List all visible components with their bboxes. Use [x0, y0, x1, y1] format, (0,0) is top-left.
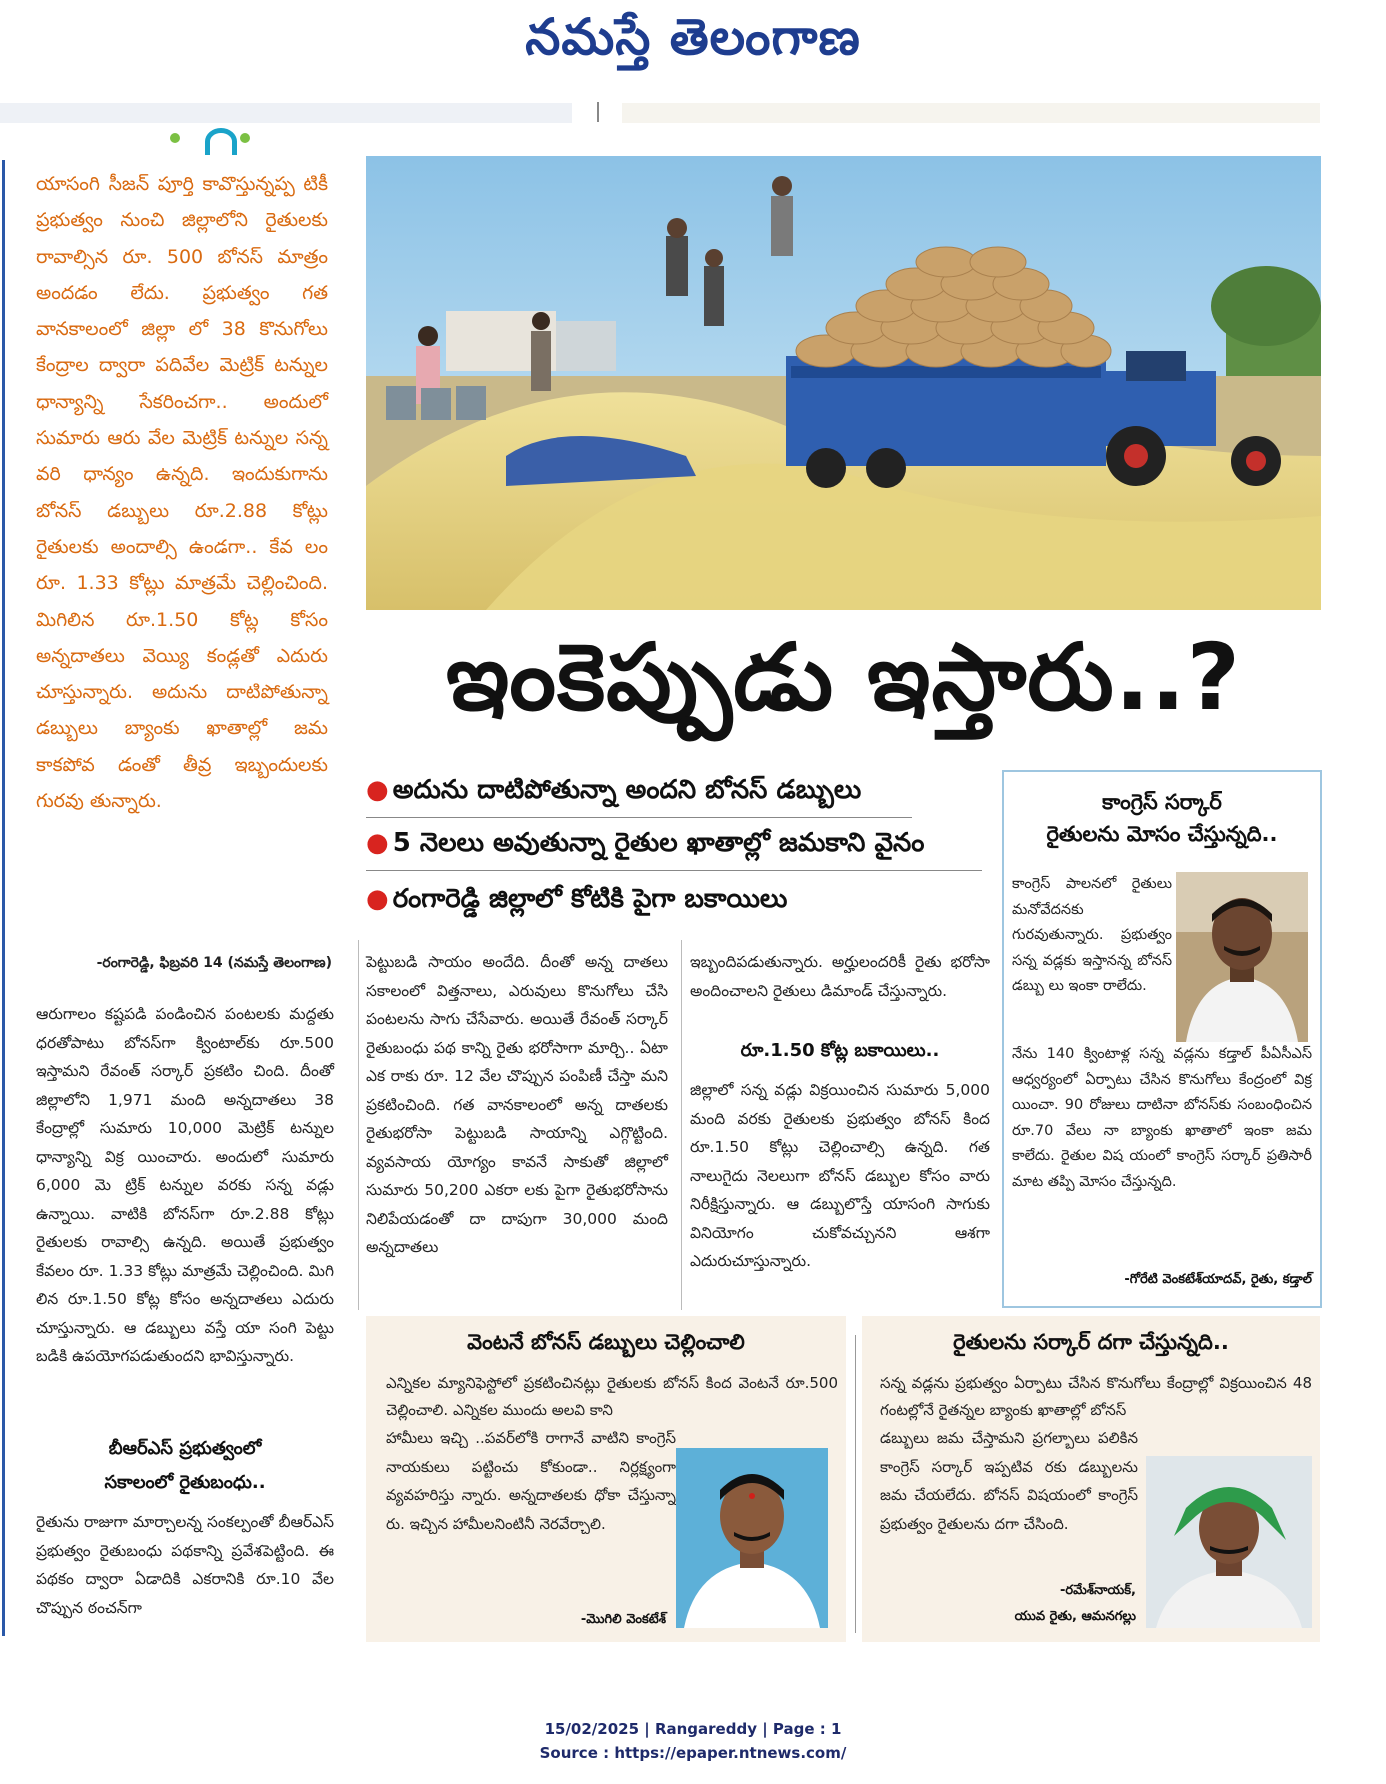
bullet-point-1: [366, 775, 912, 818]
bullet-text-1: అదును దాటిపోతున్నా అందని బోనస్ డబ్బులు: [392, 775, 862, 805]
masthead-title: నమస్తే తెలంగాణ: [525, 8, 861, 66]
portrait-2-illustration: [676, 1448, 828, 1628]
column-rule: [358, 940, 359, 1310]
quote-2-byline: -మొగిలి వెంకటేశ్: [580, 1612, 666, 1627]
portrait-3-illustration: [1146, 1456, 1312, 1628]
quote-1-title-line2: రైతులను మోసం చేస్తున్నది..: [1046, 822, 1278, 846]
quote-1-byline: -గోరేటి వెంకటేశ్‌యాదవ్, రైతు, కడ్తాల్: [1124, 1272, 1312, 1287]
left-body-paragraph: ఆరుగాలం కష్టపడి పండించిన పంటలకు మద్దతు ధరతోపాటు బోనస్‌గా క్వింటాల్‌కు రూ.500 ఇస్తామని రేవంత్ సర్కార్ ప్రకటిం చింది. దీంతో జిల్లాలోని 1,971 మంది అన్నదాతలు 38 కేంద్రాల్లో సుమారు 10,000 మెట్రిక్ టన్నుల ధాన్యాన్ని విక్ర యించారు. అందులో సుమారు 6,000 మె ట్రిక్ టన్నుల వరకు సన్న వడ్లు ఉన్నాయి. వాటికి బోనస్‌గా రూ.2.88 కోట్లు రైతులకు రావాల్సి ఉన్నది. అయితే ప్రభుత్వం కేవలం రూ. 1.33 కోట్లు మాత్రమే చెల్లించింది. మిగి లిన రూ.1.50 కోట్ల కోసం అన్నదాతలు ఎదురు చూస్తున్నారు. ఆ డబ్బులు వస్తే యా సంగి పెట్టు బడికి ఉపయోగపడుతుందని భావిస్తున్నారు.: [36, 1005, 334, 1365]
quote-1-body: నేను 140 క్వింటాళ్ల సన్న వడ్లను కడ్తాల్ పీఏసీఎస్ ఆధ్వర్యంలో ఏర్పాటు చేసిన కొనుగోలు కేంద్రంలో విక్ర యించా. 90 రోజులు దాటినా బోనస్‌కు సంబంధించిన రూ.70 వేలు నా బ్యాంకు ఖాతాలో ఇంకా జమ కాలేదు. రైతుల విష యంలో కాంగ్రెస్ సర్కార్ ప్రతిసారీ మాట తప్పి మోసం చేస్తున్నది.: [1012, 1046, 1312, 1190]
quote-1-title-line1: కాంగ్రెస్ సర్కార్: [1102, 790, 1222, 814]
farmer-portrait-3: [1146, 1456, 1312, 1628]
lead-paragraph: యాసంగి సీజన్ పూర్తి కావొస్తున్నప్ప టికీ ప్రభుత్వం నుంచి జిల్లాలోని రైతులకు రావాల్సిన రూ. 500 బోనస్ మాత్రం అందడం లేదు. ప్రభుత్వం గత వానకాలంలో జిల్లా లో 38 కొనుగోలు కేంద్రాల ద్వారా పదివేల మెట్రిక్ టన్నుల ధాన్యాన్ని సేకరించగా.. అందులో సుమారు ఆరు వేల మెట్రిక్ టన్నుల సన్న వరి ధాన్యం ఉన్నది. ఇందుకుగాను బోనస్ డబ్బులు రూ.2.88 కోట్లు రైతులకు అందాల్సి ఉండగా.. కేవ లం రూ. 1.33 కోట్లు మాత్రమే చెల్లించింది. మిగిలిన రూ.1.50 కోట్ల కోసం అన్నదాతలు వెయ్యి కండ్లతో ఎదురు చూస్తున్నారు. అదును దాటిపోతున్నా డబ్బులు బ్యాంకు ఖాతాల్లో జమ కాకపోవ డంతో తీవ్ర ఇబ్బందులకు గురవు తున్నారు.: [36, 173, 328, 813]
column-2-text: పెట్టుబడి సాయం అందేది. దీంతో అన్న దాతలు సకాలంలో విత్తనాలు, ఎరువులు కొనుగోలు చేసి పంటలను సాగు చేసేవారు. అయితే రేవంత్ సర్కార్ రైతుబంధు పథ కాన్ని రైతు భరోసాగా మార్చి.. ఏటా ఎక రాకు రూ. 12 వేల చొప్పున పంపిణీ చేస్తా మని ప్రకటించింది. గత వానకాలంలో అన్న దాతలకు రైతుభరోసా పెట్టుబడి సాయాన్ని ఎగ్గొట్టింది. వ్యవసాయ యోగ్యం కావనే సాకుతో జిల్లాలో సుమారు 50,200 ఎకరా లకు పైగా రైతుభరోసాను నిలిపేయడంతో దా దాపుగా 30,000 మంది అన్నదాతలు: [366, 953, 668, 1256]
column-rule: [855, 1335, 856, 1633]
farmer-portrait-2: [676, 1448, 828, 1628]
bullet-dot-icon: ●: [366, 775, 389, 805]
left-subhead-line1: బీఆర్‌ఎస్ ప్రభుత్వంలో: [108, 1438, 262, 1459]
column-rule: [681, 940, 682, 1310]
green-dot-icon: [170, 133, 180, 143]
quote-1-title: [1004, 786, 1320, 850]
left-subhead-line2: సకాలంలో రైతుబంధు..: [104, 1472, 266, 1493]
bullet-dot-icon: ●: [366, 828, 389, 858]
column-3-top: ఇబ్బందిపడుతున్నారు. అర్హులందరికీ రైతు భరోసా అందించాలని రైతులు డిమాండ్ చేస్తున్నారు.: [690, 953, 990, 1000]
quote-3-byline: [992, 1578, 1136, 1630]
quote-3-top: సన్న వడ్లను ప్రభుత్వం ఏర్పాటు చేసిన కొనుగోలు కేంద్రాల్లో విక్రయించిన 48 గంటల్లోనే రైతన్నల బ్యాంకు ఖాతాల్లో బోనస్: [880, 1374, 1312, 1419]
quote-3-byline-place: యువ రైతు, ఆమనగల్లు: [1014, 1609, 1136, 1624]
bullet-point-2: [366, 828, 982, 871]
bullet-point-3: [366, 884, 982, 926]
quote-2-top: ఎన్నికల మ్యానిఫెస్టోలో ప్రకటించినట్లు రైతులకు బోనస్ కింద వెంటనే రూ.500 చెల్లించాలి. ఎన్నికల ముందు అలవి కాని: [386, 1374, 838, 1419]
top-strip-right: [622, 103, 1320, 123]
quote-3-title: రైతులను సర్కార్ దగా చేస్తున్నది..: [953, 1330, 1229, 1354]
column-3-body: జిల్లాలో సన్న వడ్లు విక్రయించిన సుమారు 5,000 మంది వరకు రైతులకు ప్రభుత్వం బోనస్ కింద రూ.1.50 కోట్లు చెల్లించాల్సి ఉన్నది. గత నాలుగైదు నెలలుగా బోనస్ డబ్బుల కోసం వారు నిరీక్షిస్తున్నారు. ఆ డబ్బులొస్తే యాసంగి సాగుకు వినియోగం చుకోవచ్చునని ఆశగా ఎదురుచూస్తున్నారు.: [690, 1081, 990, 1270]
footer-source-link[interactable]: Source : https://epaper.ntnews.com/: [539, 1744, 847, 1762]
main-headline: ఇంకెప్పుడు ఇస్తారు..?: [446, 624, 1241, 731]
quote-2-body: హామీలు ఇచ్చి ..పవర్‌లోకి రాగానే వాటిని కాంగ్రెస్ నాయకులు పట్టించు కోకుండా.. నిర్లక్ష్యంగా వ్యవహరిస్తు న్నారు. అన్నదాతలకు ధోకా చేస్తున్నా రు. ఇచ్చిన హామీలనింటినీ నెరవేర్చాలి.: [386, 1429, 676, 1533]
green-dot-icon: [240, 133, 250, 143]
grain-market-illustration: [366, 156, 1321, 610]
bullet-text-2: 5 నెలలు అవుతున్నా రైతుల ఖాతాల్లో జమకాని వైనం: [392, 828, 925, 858]
portrait-1-illustration: [1176, 872, 1308, 1042]
quote-1-intro: కాంగ్రెస్ పాలనలో రైతులు మనోవేదనకు గురవుతున్నారు. ప్రభుత్వం సన్న వడ్లకు ఇస్తానన్న బోనస్ డబ్బు లు ఇంకా రాలేదు.: [1012, 876, 1172, 994]
farmer-quote-box-2: [366, 1316, 846, 1642]
column-3-subhead: రూ.1.50 కోట్ల బకాయిలు..: [740, 1040, 940, 1061]
quote-3-byline-name: -రమేశ్‌నాయక్,: [1060, 1583, 1136, 1598]
left-subhead: [36, 1432, 334, 1500]
bullet-dot-icon: ●: [366, 884, 389, 914]
quote-2-title: వెంటనే బోనస్ డబ్బులు చెల్లించాలి: [467, 1330, 745, 1354]
farmer-portrait-1: [1176, 872, 1308, 1042]
top-strip-left: [0, 103, 572, 123]
grain-market-photo: [366, 156, 1321, 610]
bullet-text-3: రంగారెడ్డి జిల్లాలో కోటికి పైగా బకాయిలు: [392, 884, 788, 914]
top-strip-divider: [597, 102, 599, 122]
farmer-quote-box-3: [862, 1316, 1320, 1642]
quote-3-body: డబ్బులు జమ చేస్తామని ప్రగల్బాలు పలికిన కాంగ్రెస్ సర్కార్ ఇప్పటివ రకు డబ్బులను జమ చేయలేదు. బోనస్ విషయంలో కాంగ్రెస్ ప్రభుత్వం రైతులను దగా చేసింది.: [880, 1429, 1138, 1533]
left-body-paragraph-2: రైతును రాజుగా మార్చాలన్న సంకల్పంతో బీఆర్‌ఎస్ ప్రభుత్వం రైతుబంధు పథకాన్ని ప్రవేశపెట్టింది. ఈ పథకం ద్వారా ఏడాదికి ఎకరానికి రూ.10 వేల చొప్పున ఠంచన్‌గా: [36, 1513, 334, 1617]
dateline: -రంగారెడ్డి, ఫిబ్రవరి 14 (నమస్తే తెలంగాణ): [96, 955, 332, 971]
left-column-rule: [2, 160, 5, 1636]
swirl-logo-icon: [205, 128, 237, 155]
farmer-quote-box-1: [1002, 770, 1322, 1308]
footer-edition-info: 15/02/2025 | Rangareddy | Page : 1: [544, 1720, 842, 1738]
